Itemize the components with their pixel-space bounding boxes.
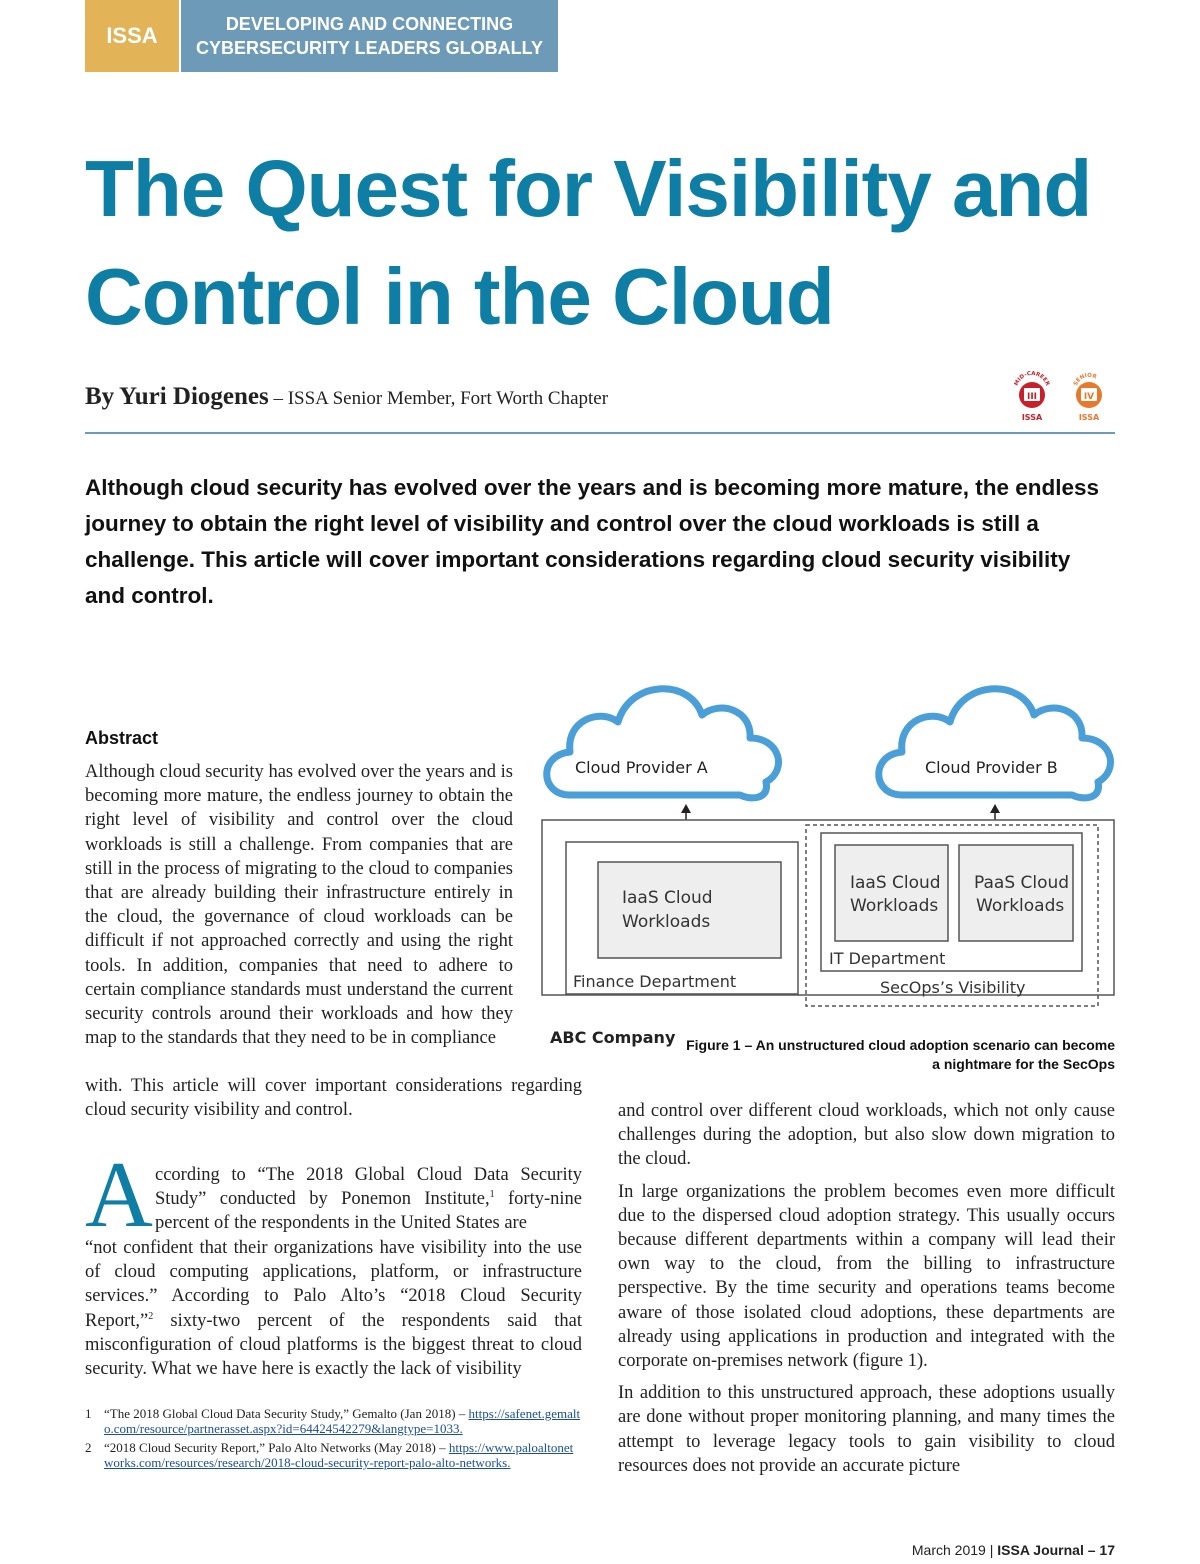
abstract-paragraph: Although cloud security has evolved over the years and is becoming more mature, the endless journey to obtain the right level of visibility and control over the cloud workloads is still a challenge. From companies that are still in the process of migrating to the cloud to companies that are already building their infrastructure entirely in the cloud, the governance of cloud workloads can be difficult if not approached correctly and using the right tools. In addition, companies that need to adhere to certain compliance standards must understand the current security controls around their workloads and how they map to the standards that they need to be in compliance — [85, 762, 513, 1049]
byline-divider — [85, 432, 1115, 434]
paas-workloads-box — [959, 845, 1073, 941]
iaas-b-line1: IaaS Cloud — [850, 873, 941, 893]
intro-main-b: sixty-two percent of the respondents said that misconfiguration of cloud platforms is the biggest threat to cloud security. What we have here is exactly the lack of visibility — [85, 1310, 582, 1380]
badge-senior-numeral: IV — [1083, 392, 1095, 402]
page-footer — [800, 1542, 1115, 1558]
title-line2: Control in the Cloud — [85, 252, 834, 341]
paas-line1: PaaS Cloud — [974, 873, 1070, 893]
caption-line1: Figure 1 – An unstructured cloud adoption scenario can become — [686, 1037, 1115, 1053]
footnote-1-link[interactable]: https://safenet.gemalto.com/resource/partnerasset.aspx?id=64424542279&langtype=1033. — [104, 1406, 581, 1436]
author-name: Yuri Diogenes — [118, 383, 269, 410]
badge-senior-org: ISSA — [1078, 413, 1100, 422]
intro-main-a: “not confident that their organizations have visibility into the use of cloud computing applications, platform, or infrastructure services.” According to Palo Alto’s “2018 Cloud Security Report,” — [85, 1238, 582, 1331]
body-paragraph: and control over different cloud workloads, which not only cause challenges during the adoption, but also slow down migration to the cloud. — [618, 1101, 1115, 1170]
tagline-line2: CYBERSECURITY LEADERS GLOBALLY — [195, 38, 544, 58]
byline — [85, 383, 608, 411]
footnote-number: 1 — [85, 1406, 92, 1421]
abstract-heading: Abstract — [85, 728, 159, 748]
badge-senior-label: SENIOR — [1072, 372, 1098, 387]
intro-text-a: ccording to “The 2018 Global Cloud Data Security Study” conducted by Ponemon Institute, — [155, 1165, 582, 1210]
footnote-2-link[interactable]: https://www.paloaltonetworks.com/resources/research/2018-cloud-security-report-palo-alto-networks. — [104, 1440, 574, 1470]
tagline-line1: DEVELOPING AND CONNECTING — [225, 14, 514, 34]
iaas-workloads-b-box — [835, 845, 948, 941]
paas-line2: Workloads — [976, 896, 1065, 916]
iaas-a-line1: IaaS Cloud — [622, 888, 713, 908]
abc-company-label: ABC Company — [550, 1028, 676, 1047]
footer-date: March 2019 — [911, 1542, 986, 1558]
cloud-provider-a-icon — [547, 689, 779, 798]
footnote-number: 2 — [85, 1440, 92, 1455]
footer-separator: | — [985, 1542, 998, 1558]
intro-paragraph-start — [155, 1163, 582, 1236]
iaas-b-line2: Workloads — [850, 896, 939, 916]
mid-career-badge-icon — [1011, 368, 1053, 426]
issa-tag: ISSA — [85, 0, 179, 72]
badge-mid-label: MID-CAREER — [1013, 370, 1051, 387]
right-column — [618, 1099, 1115, 1486]
footnote-1-text: “The 2018 Global Cloud Data Security Study,” Gemalto (Jan 2018) – — [104, 1406, 469, 1421]
it-department-label: IT Department — [829, 949, 946, 968]
body-paragraph: In large organizations the problem becomes even more difficult due to the dispersed cloud adoption strategy. This usually occurs because different departments within a company will lead their own way to the cloud, from the billing to infrastructure perspective. By the time security and operations teams become aware of those isolated cloud adoptions, these departments are already using applications in production and integrated with the corporate on-premises network (figure 1). — [618, 1181, 1115, 1372]
header-tagline — [181, 0, 558, 72]
badge-mid-org: ISSA — [1021, 413, 1043, 422]
senior-badge-icon — [1068, 368, 1110, 426]
abstract-paragraph-continued: with. This article will cover important considerations regarding cloud security visibility and control. — [85, 1076, 582, 1121]
article-title — [85, 135, 1125, 351]
intro-paragraph-body — [85, 1236, 582, 1381]
intro-text-b: forty-nine percent of the respondents in the United States are — [155, 1189, 582, 1234]
drop-cap: A — [85, 1143, 153, 1247]
footer-journal: ISSA Journal – 17 — [997, 1542, 1115, 1558]
footnote-ref-2[interactable]: 2 — [148, 1310, 154, 1322]
iaas-workloads-a-box — [598, 862, 781, 958]
finance-label: Finance Department — [573, 972, 737, 991]
footnote-ref-1[interactable]: 1 — [489, 1189, 495, 1201]
footnote-2-text: “2018 Cloud Security Report,” Palo Alto Networks (May 2018) – — [104, 1440, 449, 1455]
figure-caption — [620, 1036, 1115, 1074]
footnote-2 — [104, 1440, 582, 1470]
badge-mid-numeral: III — [1026, 392, 1038, 402]
footnote-1 — [104, 1406, 582, 1436]
caption-line2: a nightmare for the SecOps — [932, 1056, 1115, 1072]
body-paragraph: In addition to this unstructured approach, these adoptions usually are done without proper monitoring planning, and many times the attempt to leverage legacy tools to gain visibility to cloud resources does not provide an accurate picture — [618, 1383, 1115, 1476]
cloud-b-label: Cloud Provider B — [925, 758, 1058, 777]
secops-label: SecOps’s Visibility — [880, 978, 1026, 997]
cloud-a-label: Cloud Provider A — [575, 758, 708, 777]
cloud-provider-b-icon — [879, 689, 1111, 798]
byline-prefix: By — [85, 383, 115, 410]
author-affiliation: – ISSA Senior Member, Fort Worth Chapter — [273, 388, 609, 409]
lede-paragraph: Although cloud security has evolved over the years and is becoming more mature, the endless journey to obtain the right level of visibility and control over the cloud workloads is still a challenge. This article will cover important considerations regarding cloud security visibility and control. — [85, 475, 1100, 608]
iaas-a-line2: Workloads — [622, 912, 711, 932]
title-line1: The Quest for Visibility and — [85, 144, 1092, 233]
